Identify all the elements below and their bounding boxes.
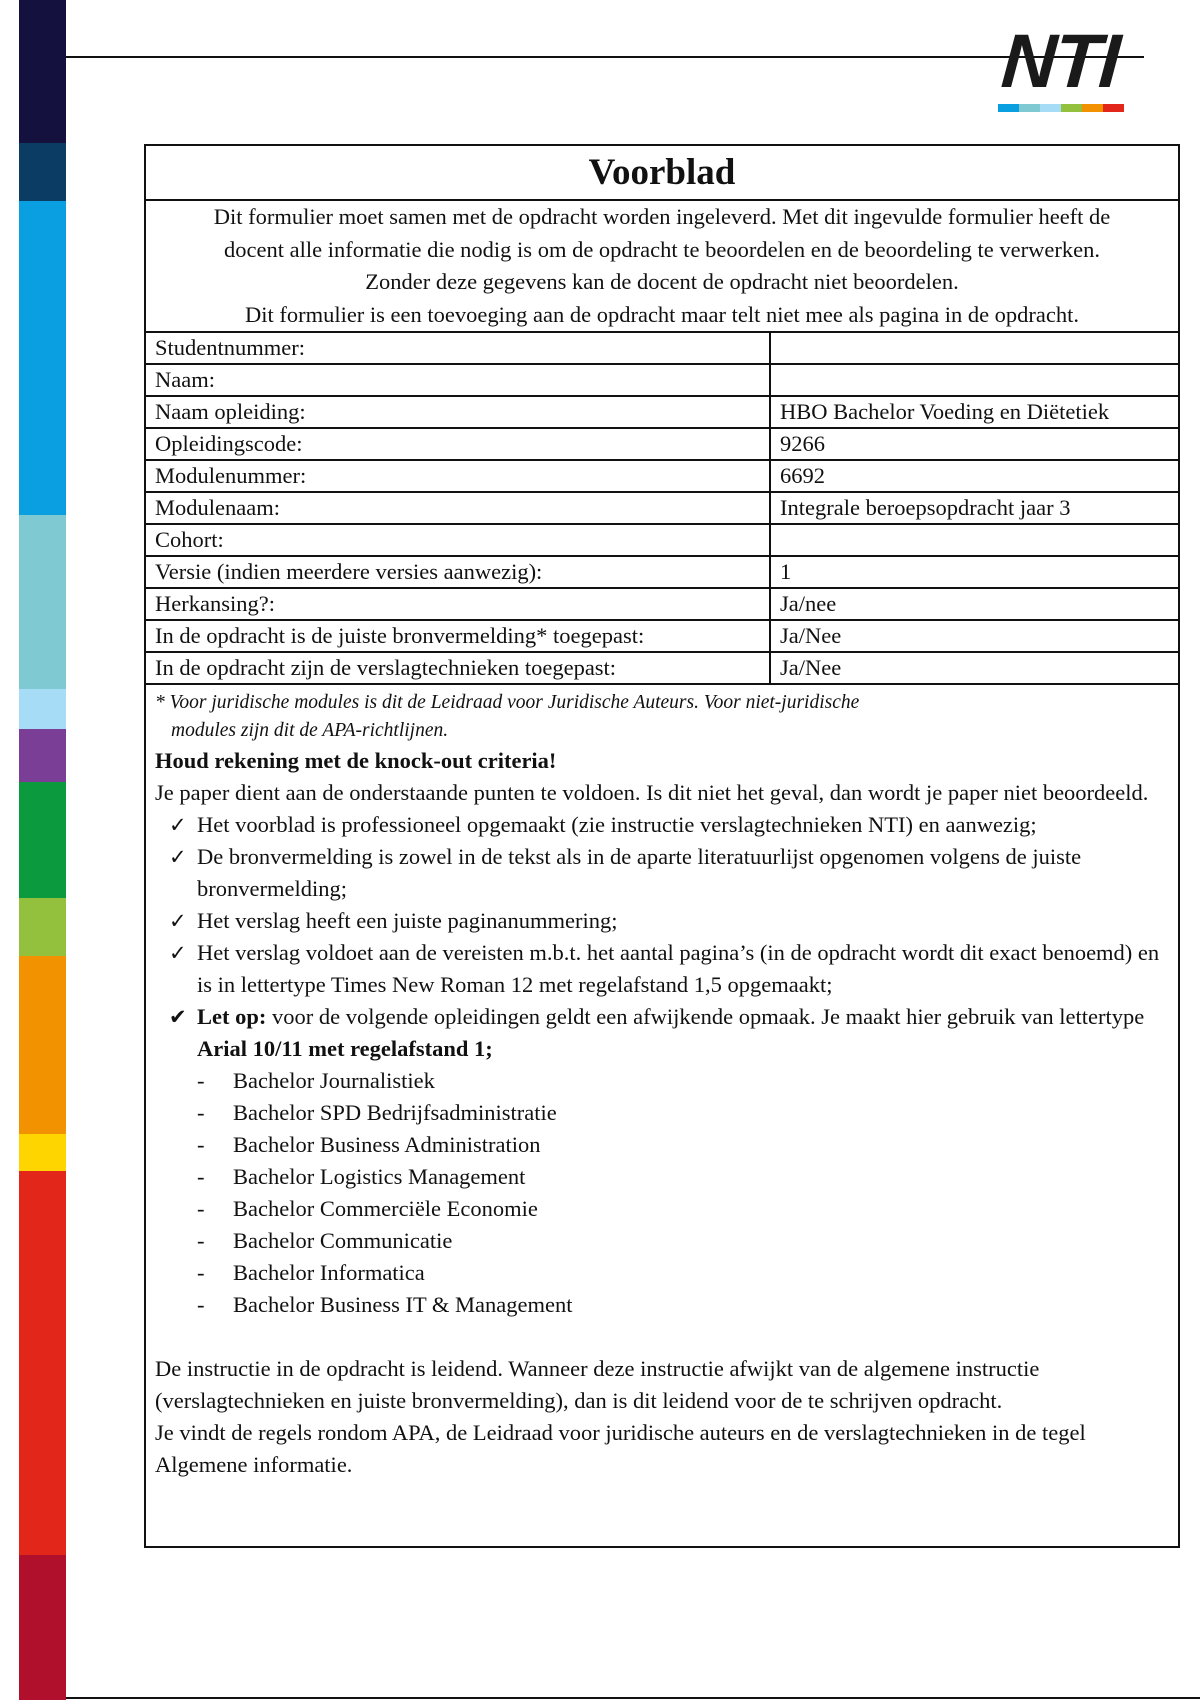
- field-value-modulenaam[interactable]: Integrale beroepsopdracht jaar 3: [770, 492, 1178, 524]
- check-bold-icon: ✔: [169, 1005, 187, 1029]
- color-segment: [19, 729, 66, 782]
- program-name: Bachelor Commerciële Economie: [233, 1196, 538, 1221]
- field-row-naam-opleiding: [146, 396, 1178, 428]
- field-value-bronvermelding[interactable]: Ja/Nee: [770, 620, 1178, 652]
- form-notes: [146, 685, 1178, 1481]
- program-item: [197, 1161, 1168, 1193]
- criteria-list: [155, 809, 1168, 1065]
- logo-stripe: [1061, 104, 1082, 112]
- criteria-item: [169, 937, 1168, 1001]
- logo-stripe: [1082, 104, 1103, 112]
- field-label: Opleidingscode:: [146, 428, 770, 460]
- dash-bullet: -: [197, 1132, 205, 1157]
- intro-line: Zonder deze gegevens kan de docent de opdracht niet beoordelen.: [365, 269, 959, 294]
- letop-label: Let op:: [197, 1004, 267, 1029]
- knockout-intro: Je paper dient aan de onderstaande punten te voldoen. Is dit niet het geval, dan wordt je paper niet beoordeeld.: [155, 780, 1149, 805]
- footnote-line: * Voor juridische modules is dit de Leidraad voor Juridische Auteurs. Voor niet-juridische: [155, 692, 860, 713]
- program-name: Bachelor Business Administration: [233, 1132, 541, 1157]
- dash-bullet: -: [197, 1068, 205, 1093]
- field-row-studentnummer: [146, 333, 1178, 364]
- field-label: In de opdracht is de juiste bronvermelding* toegepast:: [146, 620, 770, 652]
- check-icon: ✓: [169, 941, 187, 965]
- form-title: Voorblad: [146, 146, 1178, 201]
- color-segment: [19, 143, 66, 201]
- program-name: Bachelor Logistics Management: [233, 1164, 526, 1189]
- criteria-item: [169, 905, 1168, 937]
- field-value-herkansing[interactable]: Ja/nee: [770, 588, 1178, 620]
- letop-font-spec: Arial 10/11 met regelafstand 1;: [197, 1036, 493, 1061]
- color-segment: [19, 898, 66, 956]
- field-row-verslagtechnieken: [146, 652, 1178, 684]
- color-segment: [19, 782, 66, 898]
- field-value-modulenummer[interactable]: 6692: [770, 460, 1178, 492]
- color-segment: [19, 1555, 66, 1700]
- dash-bullet: -: [197, 1196, 205, 1221]
- color-segment: [19, 689, 66, 729]
- program-item: [197, 1289, 1168, 1321]
- field-label: In de opdracht zijn de verslagtechnieken toegepast:: [146, 652, 770, 684]
- criteria-text: De bronvermelding is zowel in de tekst als in de aparte literatuurlijst opgenomen volgens de juiste bronvermelding;: [197, 844, 1082, 901]
- closing-instruction: De instructie in de opdracht is leidend. Wanneer deze instructie afwijkt van de algemene instructie (verslagtechnieken en juiste bronvermelding), dan is dit leidend voor de te schrijven opdracht.: [155, 1356, 1040, 1413]
- program-item: [197, 1257, 1168, 1289]
- criteria-item: [169, 809, 1168, 841]
- color-segment: [19, 956, 66, 1134]
- header-rule: [66, 56, 1144, 58]
- color-segment: [19, 201, 66, 515]
- check-icon: ✓: [169, 813, 187, 837]
- field-row-modulenaam: [146, 492, 1178, 524]
- field-label: Studentnummer:: [146, 333, 770, 364]
- cover-form: [144, 144, 1180, 1548]
- criteria-item-letop: [169, 1001, 1168, 1065]
- program-name: Bachelor SPD Bedrijfsadministratie: [233, 1100, 557, 1125]
- criteria-text: Het verslag heeft een juiste paginanummering;: [197, 908, 618, 933]
- field-row-modulenummer: [146, 460, 1178, 492]
- footer-rule: [66, 1697, 1200, 1699]
- knockout-title: Houd rekening met de knock-out criteria!: [155, 748, 557, 773]
- program-item: [197, 1225, 1168, 1257]
- program-name: Bachelor Business IT & Management: [233, 1292, 573, 1317]
- dash-bullet: -: [197, 1100, 205, 1125]
- field-value-naam[interactable]: [770, 364, 1178, 396]
- field-value-versie[interactable]: 1: [770, 556, 1178, 588]
- dash-bullet: -: [197, 1164, 205, 1189]
- field-label: Modulenaam:: [146, 492, 770, 524]
- program-item: [197, 1065, 1168, 1097]
- program-item: [197, 1193, 1168, 1225]
- color-segment: [19, 1171, 66, 1555]
- form-intro: [146, 201, 1178, 333]
- field-label: Cohort:: [146, 524, 770, 556]
- logo-stripe: [1103, 104, 1124, 112]
- footnote: [155, 689, 1168, 745]
- color-segment: [19, 0, 66, 143]
- nti-logo: [990, 19, 1130, 114]
- field-label: Naam:: [146, 364, 770, 396]
- logo-text: NTI: [998, 19, 1122, 104]
- field-label: Naam opleiding:: [146, 396, 770, 428]
- field-value-verslagtechnieken[interactable]: Ja/Nee: [770, 652, 1178, 684]
- student-info-table: [146, 333, 1178, 685]
- field-row-bronvermelding: [146, 620, 1178, 652]
- logo-color-stripes: [998, 104, 1124, 112]
- check-icon: ✓: [169, 845, 187, 869]
- program-name: Bachelor Communicatie: [233, 1228, 453, 1253]
- intro-line: docent alle informatie die nodig is om de opdracht te beoordelen en de beoordeling te verwerken.: [224, 236, 1100, 262]
- field-row-versie: [146, 556, 1178, 588]
- programs-list: [155, 1065, 1168, 1321]
- dash-bullet: -: [197, 1228, 205, 1253]
- field-row-herkansing: [146, 588, 1178, 620]
- criteria-item: [169, 841, 1168, 905]
- intro-line: Dit formulier moet samen met de opdracht worden ingeleverd. Met dit ingevulde formulier heeft de: [213, 204, 1111, 229]
- dash-bullet: -: [197, 1292, 205, 1317]
- color-segment: [19, 515, 66, 689]
- field-value-studentnummer[interactable]: [770, 333, 1178, 364]
- letop-text: voor de volgende opleidingen geldt een afwijkende opmaak. Je maakt hier gebruik van lettertype: [266, 1004, 1145, 1029]
- field-value-naam-opleiding[interactable]: HBO Bachelor Voeding en Diëtetiek: [770, 396, 1178, 428]
- criteria-text: Het voorblad is professioneel opgemaakt (zie instructie verslagtechnieken NTI) en aanwezig;: [197, 812, 1037, 837]
- field-row-opleidingscode: [146, 428, 1178, 460]
- brand-color-bar: [19, 0, 66, 1700]
- logo-stripe: [1040, 104, 1061, 112]
- criteria-text: Het verslag voldoet aan de vereisten m.b.t. het aantal pagina’s (in de opdracht wordt dit exact benoemd) en is in lettertype Times New Roman 12 met regelafstand 1,5 opgemaakt;: [197, 940, 1160, 997]
- field-value-cohort[interactable]: [770, 524, 1178, 556]
- logo-stripe: [998, 104, 1019, 112]
- footnote-line: modules zijn dit de APA-richtlijnen.: [171, 720, 449, 741]
- closing-info: Je vindt de regels rondom APA, de Leidraad voor juridische auteurs en de verslagtechnieken in de tegel Algemene informatie.: [155, 1420, 1086, 1477]
- field-label: Versie (indien meerdere versies aanwezig):: [146, 556, 770, 588]
- field-label: Modulenummer:: [146, 460, 770, 492]
- field-value-opleidingscode[interactable]: 9266: [770, 428, 1178, 460]
- field-row-cohort: [146, 524, 1178, 556]
- color-segment: [19, 1134, 66, 1171]
- field-label: Herkansing?:: [146, 588, 770, 620]
- logo-stripe: [1019, 104, 1040, 112]
- program-item: [197, 1097, 1168, 1129]
- check-icon: ✓: [169, 909, 187, 933]
- dash-bullet: -: [197, 1260, 205, 1285]
- field-row-naam: [146, 364, 1178, 396]
- program-item: [197, 1129, 1168, 1161]
- program-name: Bachelor Journalistiek: [233, 1068, 435, 1093]
- program-name: Bachelor Informatica: [233, 1260, 425, 1285]
- intro-line: Dit formulier is een toevoeging aan de opdracht maar telt niet mee als pagina in de opdracht.: [244, 301, 1080, 327]
